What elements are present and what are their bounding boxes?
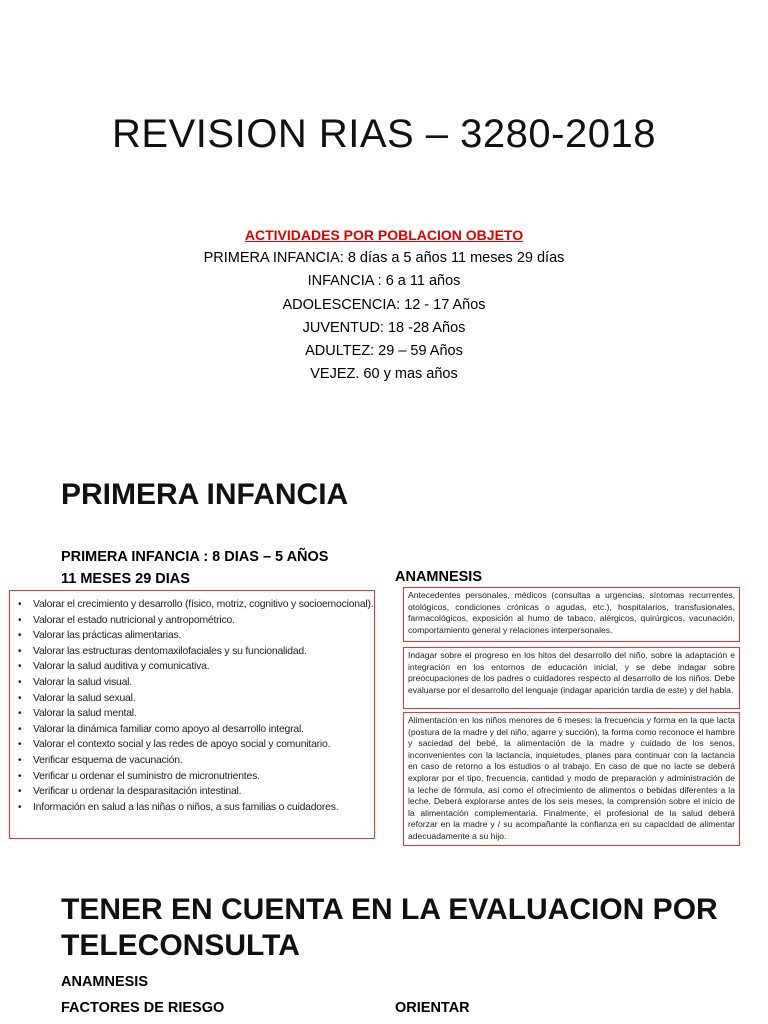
anamnesis-box-alimentacion: Alimentación en los niños menores de 6 meses: la frecuencia y forma en la que lacta (postura de la madre y del niño, agarre y succión), la forma como reconoce el hambre y saciedad del bebé, la alimentación de la madre y cuidado de los senos, inconvenientes con la lactancia, inquietudes, planes para continuar con la lactancia en caso de retorno a los estudios o al trabajo. En caso de que no lacte se deberá explorar por el tipo, frecuencia, cantidad y modo de preparación y administración de la leche de fórmula, así como el ofrecimiento de alimentos o bebidas diferentes a la leche. Deberá explorarse antes de los seis meses, la comprensión sobre el inicio de la alimentación complementaria. Finalmente, el profesional de la salud deberá reforzar en la madre y / su acompañante la confianza en su capacidad de alimentar adecuadamente a su hijo. [403, 712, 740, 846]
label-orientar: ORIENTAR [395, 1000, 470, 1016]
list-item: • Información en salud a las niñas o niños, a sus familias o cuidadores. [18, 800, 370, 816]
population-line: ADULTEZ: 29 – 59 Años [305, 343, 463, 360]
list-item: • Valorar la salud mental. [18, 706, 370, 722]
list-item: • Verificar u ordenar la desparasitación intestinal. [18, 784, 370, 800]
list-item: • Valorar las estructuras dentomaxilofaciales y su funcionalidad. [18, 644, 370, 660]
list-item: • Valorar la salud visual. [18, 675, 370, 691]
range-line-1: PRIMERA INFANCIA : 8 DIAS – 5 AÑOS [61, 549, 329, 565]
anamnesis-heading: ANAMNESIS [395, 569, 483, 585]
list-item: • Valorar las prácticas alimentarias. [18, 628, 370, 644]
list-item: • Valorar la salud auditiva y comunicativa. [18, 659, 370, 675]
label-factores-de-riesgo: FACTORES DE RIESGO [61, 1000, 225, 1016]
population-line: JUVENTUD: 18 -28 Años [302, 319, 466, 336]
list-item: • Valorar el crecimiento y desarrollo (físico, motriz, cognitivo y socioemocional). [18, 597, 370, 613]
anamnesis-box-antecedentes: Antecedentes personales, médicos (consultas a urgencias, síntomas recurrentes, otológicos, condiciones crónicas o agudas, etc.), hospitalarios, transfusionales, farmacológicos, exposición al humo de tabaco, alérgicos, quirúrgicos, vacunación, comportamiento general y relaciones interpersonales. [403, 587, 740, 642]
list-item: • Valorar el contexto social y las redes de apoyo social y comunitario. [18, 737, 370, 753]
range-line-2: 11 MESES 29 DIAS [61, 571, 190, 587]
population-line: VEJEZ. 60 y mas años [310, 366, 458, 383]
list-item: • Verificar u ordenar el suministro de micronutrientes. [18, 769, 370, 785]
section-title-teleconsulta: TENER EN CUENTA EN LA EVALUACION POR TELECONSULTA [61, 893, 718, 962]
activities-list-box [9, 590, 375, 839]
list-item: • Valorar la salud sexual. [18, 691, 370, 707]
section-title-primera-infancia: PRIMERA INFANCIA [61, 478, 349, 511]
primera-infancia-range [61, 546, 328, 590]
anamnesis-box-desarrollo: Indagar sobre el progreso en los hitos del desarrollo del niño, sobre la adaptación e integración en los entornos de educación inicial, y se debe indagar sobre preocupaciones de los padres o cuidadores respecto al desarrollo de los niños. Debe evaluarse por el desarrollo del lenguaje (indagar aparición tardía de este) y del habla. [403, 647, 740, 709]
list-item: • Valorar la dinámica familiar como apoyo al desarrollo integral. [18, 722, 370, 738]
population-activities [0, 224, 768, 386]
population-line: PRIMERA INFANCIA: 8 días a 5 años 11 meses 29 días [203, 250, 565, 267]
activities-list [18, 597, 374, 815]
list-item: • Valorar el estado nutricional y antropométrico. [18, 613, 370, 629]
population-line: ADOLESCENCIA: 12 - 17 Años [282, 296, 486, 313]
list-item: • Verificar esquema de vacunación. [18, 753, 370, 769]
page-title: REVISION RIAS – 3280-2018 [112, 112, 656, 156]
label-anamnesis: ANAMNESIS [61, 974, 149, 990]
activities-heading: ACTIVIDADES POR POBLACION OBJETO [244, 227, 524, 243]
population-line: INFANCIA : 6 a 11 años [307, 273, 461, 290]
